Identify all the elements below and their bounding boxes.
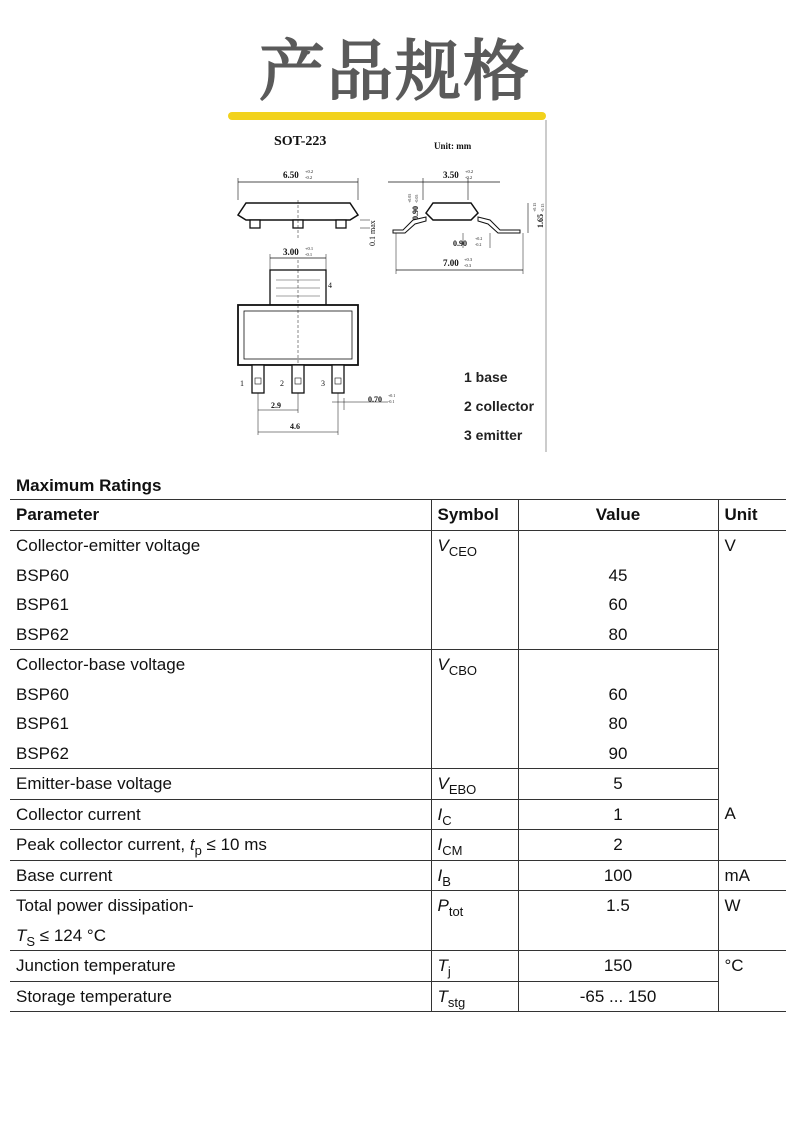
table-row	[10, 830, 786, 861]
symbol: $V_{CEO}$	[437, 536, 478, 559]
value-text: 60	[608, 684, 628, 704]
param-text: Total power dissipation-	[16, 896, 194, 915]
pin-legend-emitter: 3 emitter	[464, 427, 523, 443]
dim-overall: 7.00	[443, 258, 459, 268]
param-text: BSP61	[16, 714, 69, 733]
param-text: Peak collector current, $t_p \le 10$ ms	[16, 835, 267, 858]
param-text: Collector-base voltage	[16, 655, 186, 674]
dim-overall-tol-plus: +0.3	[464, 257, 473, 262]
header-unit: Unit	[718, 500, 786, 531]
symbol: $I_B$	[437, 865, 451, 889]
param-text: $T_S \le 124$ °C	[16, 925, 107, 949]
dim-lead-width-tol-minus: -0.1	[388, 399, 395, 404]
value-text: 5	[613, 774, 623, 793]
dim-top-width-tol-plus: +0.2	[305, 169, 314, 174]
header-parameter: Parameter	[10, 500, 431, 531]
param-text: BSP62	[16, 624, 69, 644]
header-symbol: Symbol	[431, 500, 518, 531]
dim-lead-width: 0.70	[368, 395, 382, 404]
dim-lead-width-tol-plus: +0.1	[388, 393, 396, 398]
dim-pitch: 2.9	[271, 401, 281, 410]
value-text: 90	[608, 743, 628, 763]
dim-overall-tol-minus: -0.3	[464, 263, 472, 268]
unit-text: W	[724, 896, 741, 915]
unit-text: V	[724, 536, 736, 555]
dim-lead-len-tol-plus: +0.2	[475, 236, 483, 241]
pin-number-3: 3	[321, 379, 325, 388]
unit-text: A	[724, 804, 736, 823]
dim-height-tol-plus: +0.15	[532, 202, 537, 212]
pin-legend-base: 1 base	[464, 369, 508, 385]
unit-text: °C	[724, 956, 744, 975]
header-value: Value	[518, 500, 718, 531]
table-row	[10, 981, 786, 1012]
title-underline	[228, 112, 546, 120]
value-text	[525, 531, 712, 561]
symbol: $V_{CBO}$	[437, 655, 478, 678]
value-text: 45	[608, 565, 628, 585]
unit-label: Unit: mm	[434, 141, 472, 151]
dim-height: 1.65	[536, 214, 545, 228]
param-text: Base current	[16, 865, 113, 885]
dim-thickness-tol-minus: -0.05	[414, 194, 419, 203]
dim-height-tol-minus: -0.15	[540, 203, 545, 212]
table-row	[10, 650, 786, 769]
param-text: Storage temperature	[16, 986, 172, 1006]
param-text: BSP60	[16, 684, 69, 704]
value-text: 2	[613, 835, 623, 854]
pin-number-2: 2	[280, 379, 284, 388]
pin-number-4: 4	[328, 281, 332, 290]
table-header-row	[10, 500, 786, 531]
table-row	[10, 531, 786, 650]
dim-tab-width: 3.00	[283, 247, 299, 257]
dim-side-body-tol-minus: -0.2	[465, 175, 473, 180]
symbol: $V_{EBO}$	[437, 774, 477, 797]
table-row	[10, 951, 786, 982]
param-text: Collector current	[16, 804, 141, 824]
section-title: Maximum Ratings	[16, 476, 162, 495]
package-name: SOT-223	[274, 134, 327, 149]
dim-tab-width-tol-plus: +0.1	[305, 246, 314, 251]
dim-thickness: 0.90	[411, 206, 420, 220]
value-text: 100	[603, 865, 633, 885]
dim-top-width: 6.50	[283, 170, 299, 180]
dim-max-height: 0.1 max	[368, 220, 377, 246]
dim-side-body-tol-plus: +0.2	[465, 169, 474, 174]
value-text: 80	[608, 624, 628, 644]
value-text: 1.5	[606, 896, 630, 915]
value-text: -65 ... 150	[579, 986, 657, 1006]
page-title: 产品规格	[259, 33, 531, 110]
dim-thickness-tol-plus: +0.05	[407, 193, 412, 203]
table-row	[10, 769, 786, 800]
dim-lead-len: 0.90	[453, 239, 467, 248]
value-text: 60	[608, 595, 628, 614]
unit-text: mA	[724, 865, 750, 885]
value-text: 80	[608, 714, 628, 733]
table-row	[10, 860, 786, 891]
symbol: $I_{CM}$	[437, 835, 463, 858]
dim-lead-len-tol-minus: -0.2	[475, 242, 482, 247]
param-text: BSP62	[16, 743, 69, 763]
param-text: Junction temperature	[16, 956, 176, 975]
param-text: BSP61	[16, 595, 69, 614]
ratings-table	[10, 499, 786, 1012]
symbol: $I_C$	[437, 804, 452, 828]
symbol: $T_{stg}$	[437, 986, 466, 1010]
dim-top-width-tol-minus: -0.2	[305, 175, 313, 180]
dim-side-body: 3.50	[443, 170, 459, 180]
dim-tab-width-tol-minus: -0.1	[305, 252, 313, 257]
pin-legend-collector: 2 collector	[464, 398, 535, 414]
param-text: Emitter-base voltage	[16, 774, 172, 793]
symbol: $P_{tot}$	[437, 896, 464, 919]
table-row	[10, 799, 786, 830]
table-row	[10, 891, 786, 951]
value-text: 1	[613, 804, 623, 824]
symbol: $T_j$	[437, 956, 451, 979]
param-text: Collector-emitter voltage	[16, 536, 201, 555]
dim-span: 4.6	[290, 422, 300, 431]
value-text	[525, 650, 712, 680]
value-text: 150	[603, 956, 633, 975]
param-text: BSP60	[16, 565, 69, 585]
pin-number-1: 1	[240, 379, 244, 388]
